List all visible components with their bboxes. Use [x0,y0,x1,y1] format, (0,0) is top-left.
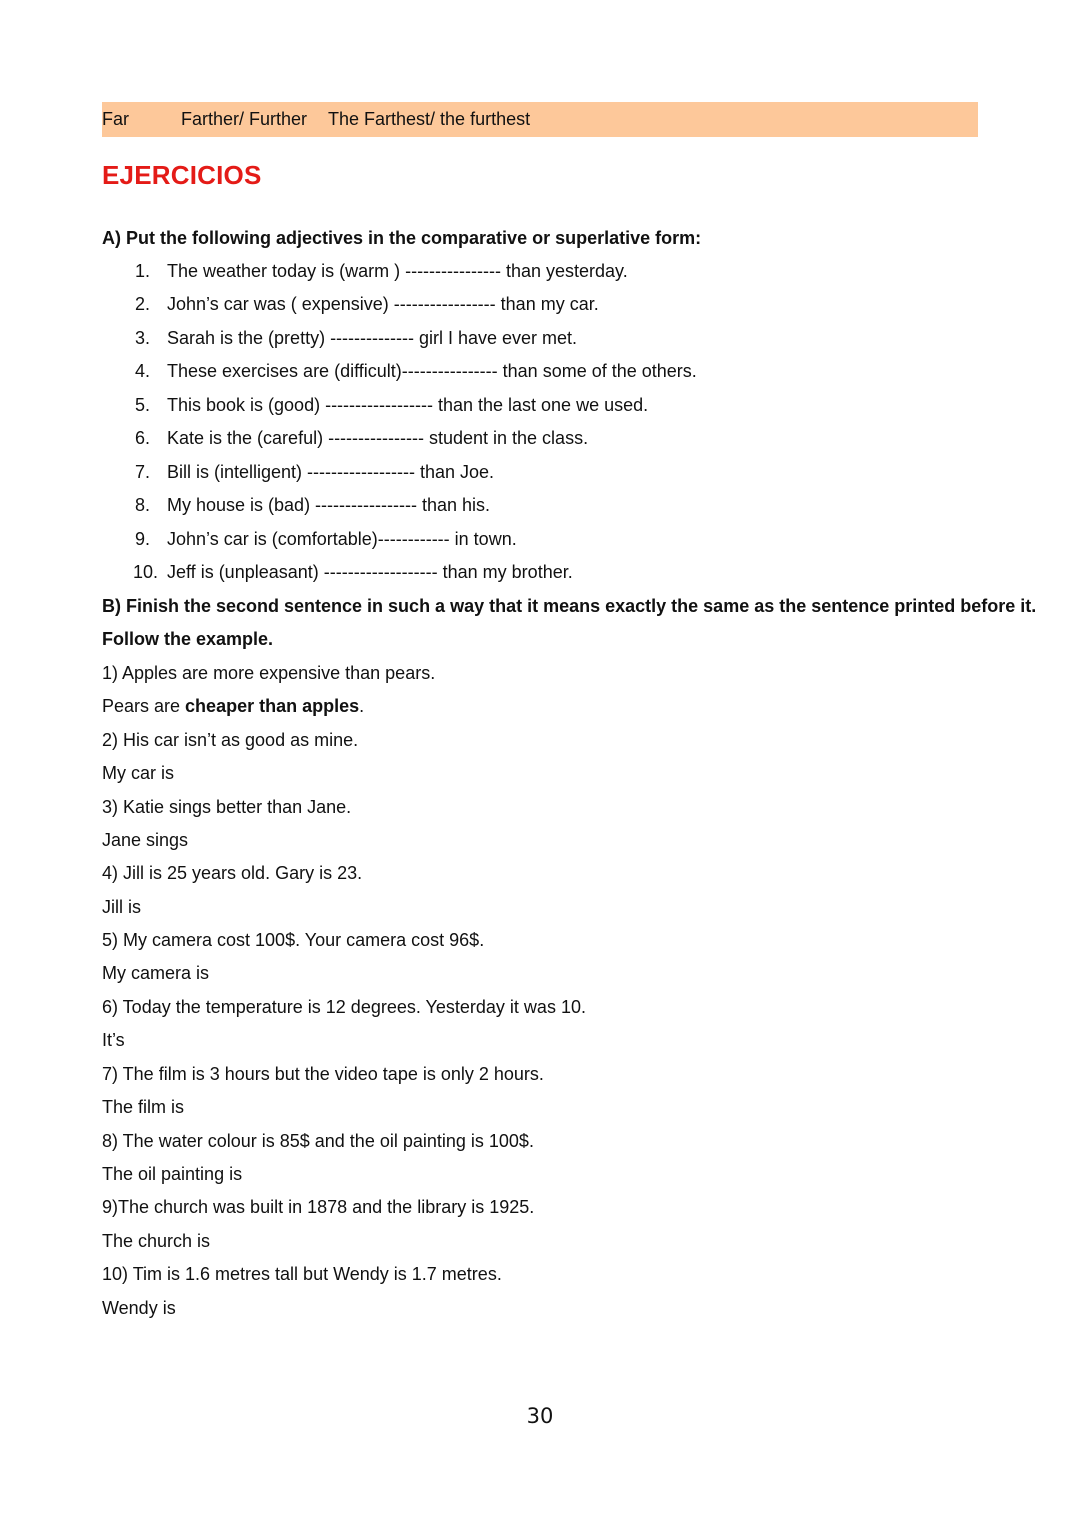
item-number: 2. [134,294,150,314]
item-number: 8. [134,495,150,515]
item-text: Kate is the (careful) ---------------- student in the class. [167,428,589,448]
exercise-sentence: 10) Tim is 1.6 metres tall but Wendy is 1.7 metres. [102,1264,502,1284]
section-b-title-line2: Follow the example. [102,629,274,649]
example-answer [102,694,364,718]
exercise-sentence: 8) The water colour is 85$ and the oil painting is 100$. [102,1131,534,1151]
item-number: 7. [134,462,150,482]
exercise-sentence: 9)The church was built in 1878 and the library is 1925. [102,1197,535,1217]
item-number: 3. [134,328,150,348]
comparative-cell: Farther/ Further [181,109,308,129]
item-text: Bill is (intelligent) ------------------ than Joe. [167,462,494,482]
exercise-answer-start: Jill is [102,897,141,917]
exercise-answer-start: Wendy is [102,1298,176,1318]
item-text: The weather today is (warm ) ---------------- than yesterday. [167,261,628,281]
item-number: 5. [134,395,150,415]
item-text: This book is (good) ------------------ than the last one we used. [167,395,649,415]
exercise-answer-start: The oil painting is [102,1164,243,1184]
item-text: Jeff is (unpleasant) ------------------- than my brother. [167,562,573,582]
item-number: 6. [134,428,150,448]
superlative-cell: The Farthest/ the furthest [328,109,531,129]
exercise-answer-start: Jane sings [102,830,189,850]
page-number: 30 [526,1404,554,1428]
item-number: 4. [134,361,150,381]
exercises-heading: EJERCICIOS [102,160,262,190]
exercise-sentence: 3) Katie sings better than Jane. [102,797,352,817]
item-text: John’s car is (comfortable)------------ in town. [167,529,517,549]
item-text: John’s car was ( expensive) ----------------- than my car. [167,294,599,314]
item-text: Sarah is the (pretty) -------------- girl I have ever met. [167,328,578,348]
positive-cell: Far [102,109,129,129]
exercise-answer-start: The church is [102,1231,211,1251]
item-number: 1. [134,261,150,281]
exercise-answer-start: My car is [102,763,174,783]
exercise-answer-start: My camera is [102,963,210,983]
exercise-sentence: 5) My camera cost 100$. Your camera cost 96$. [102,930,485,950]
exercise-sentence: 2) His car isn’t as good as mine. [102,730,359,750]
item-number: 9. [134,529,150,549]
exercise-sentence: 6) Today the temperature is 12 degrees. Yesterday it was 10. [102,997,586,1017]
item-number: 10. [132,562,158,582]
exercise-answer-start: The film is [102,1097,185,1117]
section-a-title: A) Put the following adjectives in the comparative or superlative form: [102,228,702,248]
exercise-sentence: 4) Jill is 25 years old. Gary is 23. [102,863,363,883]
example-answer-prefix: Pears are [102,696,186,716]
comparison-table-row [102,102,978,137]
example-answer-bold: cheaper than apples [185,696,360,716]
item-text: My house is (bad) ----------------- than his. [167,495,491,515]
example-sentence: 1) Apples are more expensive than pears. [102,663,436,683]
section-b-title: B) Finish the second sentence in such a way that it means exactly the same as the sentence printed before it. [102,596,1037,616]
exercise-sentence: 7) The film is 3 hours but the video tape is only 2 hours. [102,1064,544,1084]
exercise-answer-start: It’s [102,1030,125,1050]
example-answer-suffix: . [359,696,365,716]
item-text: These exercises are (difficult)---------------- than some of the others. [167,361,697,381]
